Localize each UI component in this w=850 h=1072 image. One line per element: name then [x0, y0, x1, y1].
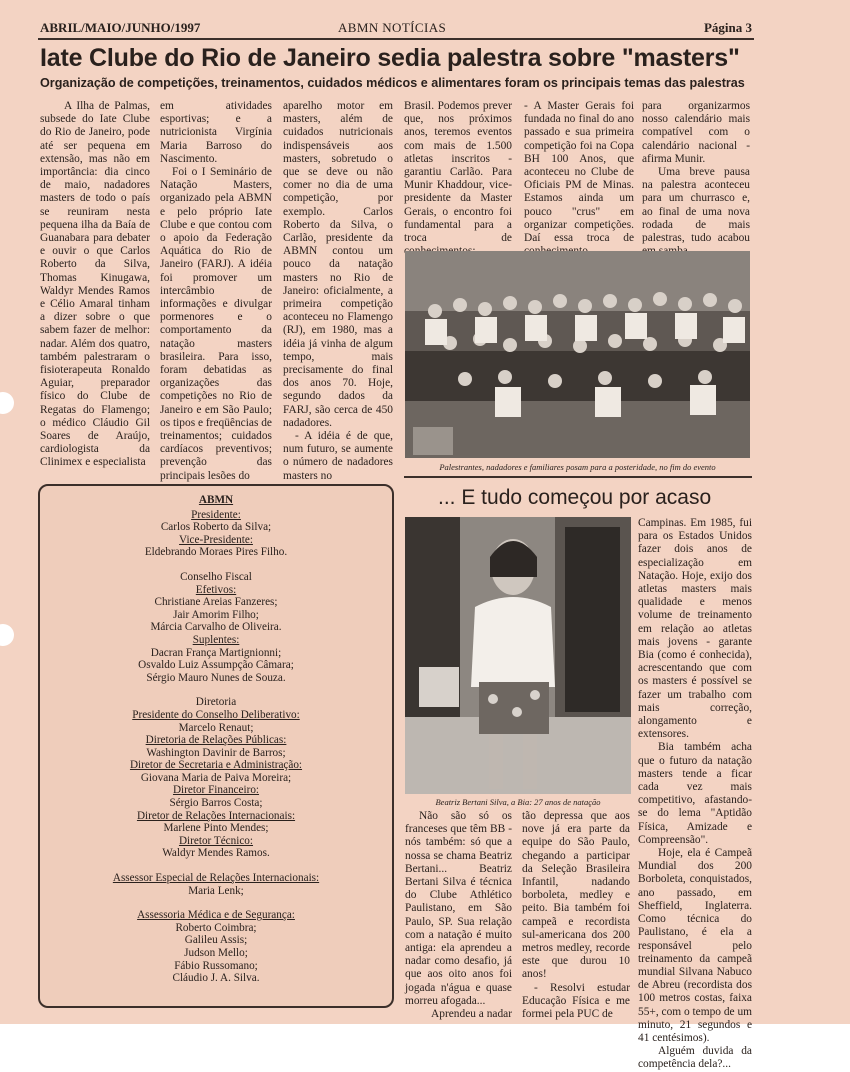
main-story-paragraph: para organizarmos nosso calendário mais compatível com o calendário nacional - afirma Munir. [642, 100, 750, 165]
main-story-col-3 [283, 100, 393, 483]
abmn-box-line: Presidente: [191, 508, 241, 521]
abmn-box-line: Suplentes: [192, 633, 240, 646]
story2-paragraph: Campinas. Em 1985, fui para os Estados Unidos fazer dois anos de especialização em Natação. Hoje, exijo dos atletas masters mais qualidade e menos volume de treinamento em relação ao atletas mais jovens - garante Bia (como é conhecida), acrescentando que com os masters é possível se fazer um trabalho com mais correção, alongamento e extensores. [638, 517, 752, 741]
story-headline: ... E tudo começou por acaso [438, 486, 712, 509]
abmn-box-line: Christiane Areias Fanzeres; [154, 596, 278, 609]
abmn-box-line: Dacran França Martignionni; [150, 646, 282, 659]
abmn-box-line: Galileu Assis; [184, 934, 248, 947]
main-story-paragraph: Brasil. Podemos prever que, nos próximos anos, teremos eventos com mais de 1.500 atletas inscritos - garantiu Carlão. Para Munir Khaddour, vice-presidente da Master Gerais, o encontro foi fundamental para a troca de [404, 100, 512, 245]
abmn-box-line: Diretor Técnico: [178, 834, 254, 847]
publication-name: ABMN NOTÍCIAS [338, 20, 447, 35]
page-number: Página 3 [703, 20, 752, 35]
story2-paragraph: Alguém duvida da competência dela?... [638, 1045, 752, 1071]
abmn-box-line: Diretoria de Relações Públicas: [145, 734, 287, 747]
abmn-box-line: Conselho Fiscal [180, 570, 252, 583]
story2-paragraph: Bia também acha que o futuro da natação masters tende a ficar cada vez mais competitivo, afastando-se do lema "Aptidão Física, Amizade e Compreensão". [638, 741, 752, 846]
abmn-box-line: Sérgio Mauro Nunes de Souza. [146, 671, 286, 684]
abmn-box-line: Marcelo Renaut; [178, 721, 254, 734]
abmn-box-line: Márcia Carvalho de Oliveira. [150, 621, 282, 634]
abmn-box-line: Jair Amorim Filho; [173, 608, 259, 621]
group-photo-image [405, 251, 750, 458]
abmn-box-line: Diretor de Secretaria e Administração: [129, 759, 303, 772]
abmn-box-line [40, 897, 392, 909]
abmn-box-line: Eldebrando Moraes Pires Filho. [144, 546, 288, 559]
story2-paragraph: Não são só os franceses que têm BB - nós também: só que a nossa se chama Beatriz Bertani... Beatriz Bertani Silva é técnica do Clube Athlético Paulistano, em São Paulo, SP. Sua relação com a natação é muito antiga: ela aprendeu a nadar como desafio, já que aos oito anos foi jogada n'água e quase morreu afogada... [405, 810, 512, 1007]
story2-paragraph: Aprendeu a nadar [431, 1008, 512, 1021]
abmn-box-line: Cláudio J. A. Silva. [172, 972, 260, 985]
abmn-box-line: Judson Mello; [184, 947, 248, 959]
abmn-box-line: Washington Davinir de Barros; [146, 746, 286, 759]
main-story-col-1 [40, 100, 150, 470]
abmn-directory-box [38, 484, 394, 1008]
group-photo [405, 251, 750, 458]
abmn-box-line: Maria Lenk; [188, 884, 244, 897]
story2-col-3 [638, 517, 752, 1072]
group-photo-caption: Palestrantes, nadadores e familiares posam para a posteridade, no fim do evento [439, 462, 716, 472]
abmn-box-line: Marlene Pinto Mendes; [163, 822, 269, 835]
main-story-col-4 [404, 100, 512, 246]
abmn-box-line: Diretoria [195, 696, 237, 709]
main-story-col-5 [524, 100, 634, 246]
abmn-box-line: Assessor Especial de Relações Internacionais: [112, 872, 320, 885]
main-story-paragraph: A Ilha de Palmas, subsede do Iate Clube do Rio de Janeiro, pode até ser pequena em extensão, mas não em importância: dia cinco de maio, nadadores masters de todo o país se reuniram nesta pequena ilha da Baía de Guanabara para debater e ouvir o que Carlos Roberto da Silva, Thomas Kinugawa, Waldyr Mendes Ramos e Célio Amaral tinham a dizer sobre o que sabem fazer de melhor: nadar. Além dos quatro, também palestraram o fisioterapeuta Ronaldo Aguiar, preparador físico do Clube de Regatas do Flamengo; o médico Cláudio Gil Soares de Araújo, cardiologista da Clinimex e especialista [40, 100, 150, 469]
abmn-box-line: Waldyr Mendes Ramos. [162, 847, 270, 860]
subheadline: Organização de competições, treinamentos, cuidados médicos e alimentares foram os principais temas das palestras [40, 76, 745, 90]
main-story-paragraph: em atividades esportivas; e a nutricionista Virgínia Maria Barroso do Nascimento. [160, 100, 272, 165]
main-story-col-6 [642, 100, 750, 246]
story2-paragraph: - Resolvi estudar Educação Física e me formei pela PUC de [522, 981, 630, 1021]
main-story-paragraph: Uma breve pausa na palestra aconteceu para um churrasco e, ao final de uma nova rodada de mais palestras, tudo acabou [642, 166, 750, 245]
abmn-box-line [40, 860, 392, 872]
abmn-box-line: Assessoria Médica e de Segurança: [137, 909, 295, 922]
abmn-directory-list [40, 494, 392, 985]
story2-col-1 [405, 810, 512, 1021]
abmn-box-line: Sérgio Barros Costa; [169, 797, 263, 810]
story2-paragraph: Hoje, ela é Campeã Mundial dos 200 Borboleta, conquistados, ano passado, em Sheffield, Inglaterra. Como técnica do Paulistano, é ela a responsável pelo treinamento da campeã mundial Silvana Nabuco de Abreu (recordista dos 100 metros costas, faixa 55+, com o tempo de um minuto, 21 segundos e 41 centésimos). [638, 847, 752, 1044]
abmn-box-line: Efetivos: [195, 583, 237, 596]
section-divider [404, 476, 752, 478]
abmn-box-line: Osvaldo Luiz Assumpção Câmara; [138, 659, 294, 672]
page-header [38, 18, 754, 40]
main-story-paragraph: Foi o I Seminário de Natação Masters, organizado pela ABMN e pelo próprio Iate Clube e que contou com o apoio da Federação Aquática do Rio de Janeiro (FARJ). A idéia foi promover um intercâmbio de informações e divulgar pormenores e o comportamento da natação masters brasileira. Para isso, foram debatidas as organizações das competições no Rio de Janeiro e em São Paulo; os tipos e freqüências de treinamentos; cuidados cardíacos preventivos; prevenção das principais lesões do [160, 166, 272, 482]
abmn-box-line: Diretor Financeiro: [172, 784, 260, 797]
abmn-box-line [40, 559, 392, 571]
headline: Iate Clube do Rio de Janeiro sedia palestra sobre "masters" [40, 44, 740, 72]
portrait-photo [405, 517, 631, 794]
binder-hole-bottom [0, 624, 14, 646]
portrait-photo-image [405, 517, 631, 794]
abmn-box-heading: ABMN [198, 494, 234, 506]
abmn-box-line: Presidente do Conselho Deliberativo: [132, 708, 300, 721]
abmn-box-line: Diretor de Relações Internacionais: [136, 809, 296, 822]
abmn-box-line: Roberto Coimbra; [175, 921, 257, 934]
story2-paragraph: tão depressa que aos nove já era parte da equipe do São Paulo, chegando a participar da Seleção Brasileira Infantil, nadando borboleta, medley e peito. Bia também foi campeã e recordista sul-americana dos 200 metros medley, recorde este que durou 10 anos! [522, 810, 630, 981]
binder-hole-top [0, 392, 14, 414]
main-story-paragraph: aparelho motor em masters, além de cuidados nutricionais indispensáveis aos masters, sobretudo o que se deve ou não comer no dia de uma competição, por exemplo. Carlos Roberto da Silva, o Carlão, presidente da ABMN contou um pouco da natação masters no Rio de Janeiro: oficialmente, a primeira competição aconteceu no Flamengo (RJ), em 1980, mas a idéia já vinha de algum tempo, mais precisamente do final dos anos 70. Hoje, segundo dados da FARJ, são cerca de 450 nadadores. [283, 100, 393, 429]
main-story-col-2 [160, 100, 272, 483]
story2-col-2 [522, 810, 630, 1021]
main-story-paragraph: - A Master Gerais foi fundada no final do ano passado e sua primeira competição foi na Copa BH 100 Anos, que aconteceu no Clube de Oficiais PM de Minas. Estamos ainda um pouco "crus" em organizar competições. Daí essa troca de [524, 100, 634, 245]
abmn-box-line: Vice-Presidente: [179, 533, 253, 546]
abmn-box-line: Giovana Maria de Paiva Moreira; [140, 771, 292, 784]
issue-date: ABRIL/MAIO/JUNHO/1997 [40, 20, 201, 35]
abmn-box-line: Fábio Russomano; [174, 959, 258, 972]
abmn-box-line [40, 684, 392, 696]
main-story-paragraph: - A idéia é de que, num futuro, se aumente o número de nadadores masters no [283, 430, 393, 482]
portrait-caption: Beatriz Bertani Silva, a Bia: 27 anos de natação [435, 797, 601, 807]
abmn-box-line: Carlos Roberto da Silva; [160, 521, 272, 534]
